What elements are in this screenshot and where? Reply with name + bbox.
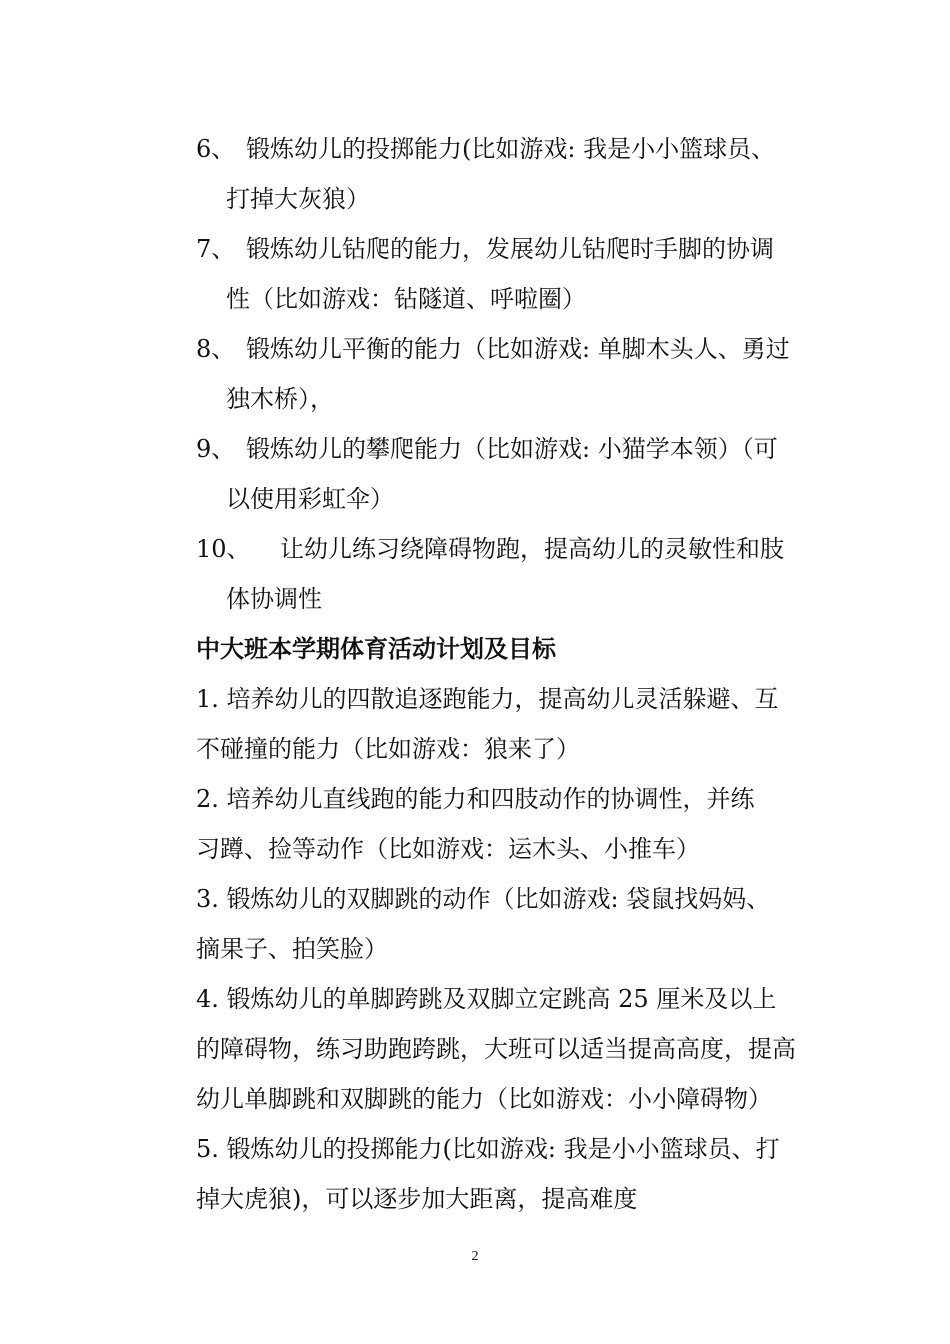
list-item-text: 让幼儿练习绕障碍物跑，提高幼儿的灵敏性和肢 (280, 535, 784, 563)
goal-item-text-continued: 不碰撞的能力（比如游戏：狼来了） (196, 735, 580, 763)
list-item-number: 10、 (196, 535, 251, 563)
list-item-number: 8、 (196, 335, 236, 363)
list-item-text-continued: 打掉大灰狼） (226, 185, 370, 213)
goal-item-text: 4. 锻炼幼儿的单脚跨跳及双脚立定跳高 25 厘米及以上 (196, 985, 777, 1013)
list-item-number: 7、 (196, 235, 236, 263)
goal-item-text-continued: 摘果子、拍笑脸） (196, 935, 388, 963)
goal-item-text-continued: 幼儿单脚跳和双脚跳的能力（比如游戏：小小障碍物） (196, 1085, 772, 1113)
list-item-text-continued: 以使用彩虹伞） (226, 485, 394, 513)
goal-item-text: 3. 锻炼幼儿的双脚跳的动作（比如游戏: 袋鼠找妈妈、 (196, 885, 771, 913)
goal-item-text-continued: 习蹲、捡等动作（比如游戏：运木头、小推车） (196, 835, 700, 863)
page-number: 2 (471, 1249, 479, 1264)
goal-item-text: 5. 锻炼幼儿的投掷能力(比如游戏: 我是小小篮球员、打 (196, 1135, 780, 1163)
list-item-text-continued: 性（比如游戏：钻隧道、呼啦圈） (226, 285, 586, 313)
list-item-text-continued: 体协调性 (226, 585, 322, 613)
goal-item-text-continued: 掉大虎狼)，可以逐步加大距离，提高难度 (196, 1185, 638, 1213)
goal-item-text: 1. 培养幼儿的四散追逐跑能力，提高幼儿灵活躲避、互 (196, 685, 779, 713)
list-item-text: 锻炼幼儿平衡的能力（比如游戏: 单脚木头人、勇过 (246, 335, 790, 363)
list-item-number: 6、 (196, 135, 236, 163)
goal-item-text: 2. 培养幼儿直线跑的能力和四肢动作的协调性，并练 (196, 785, 755, 813)
section-heading: 中大班本学期体育活动计划及目标 (196, 635, 556, 663)
goal-item-text-continued: 的障碍物，练习助跑跨跳，大班可以适当提高高度，提高 (196, 1035, 796, 1063)
list-item-text: 锻炼幼儿的投掷能力(比如游戏: 我是小小篮球员、 (246, 135, 776, 163)
list-item-text: 锻炼幼儿的攀爬能力（比如游戏: 小猫学本领）（可 (246, 435, 778, 463)
list-item-text: 锻炼幼儿钻爬的能力，发展幼儿钻爬时手脚的协调 (246, 235, 774, 263)
list-item-number: 9、 (196, 435, 236, 463)
list-item-text-continued: 独木桥）， (226, 385, 334, 413)
